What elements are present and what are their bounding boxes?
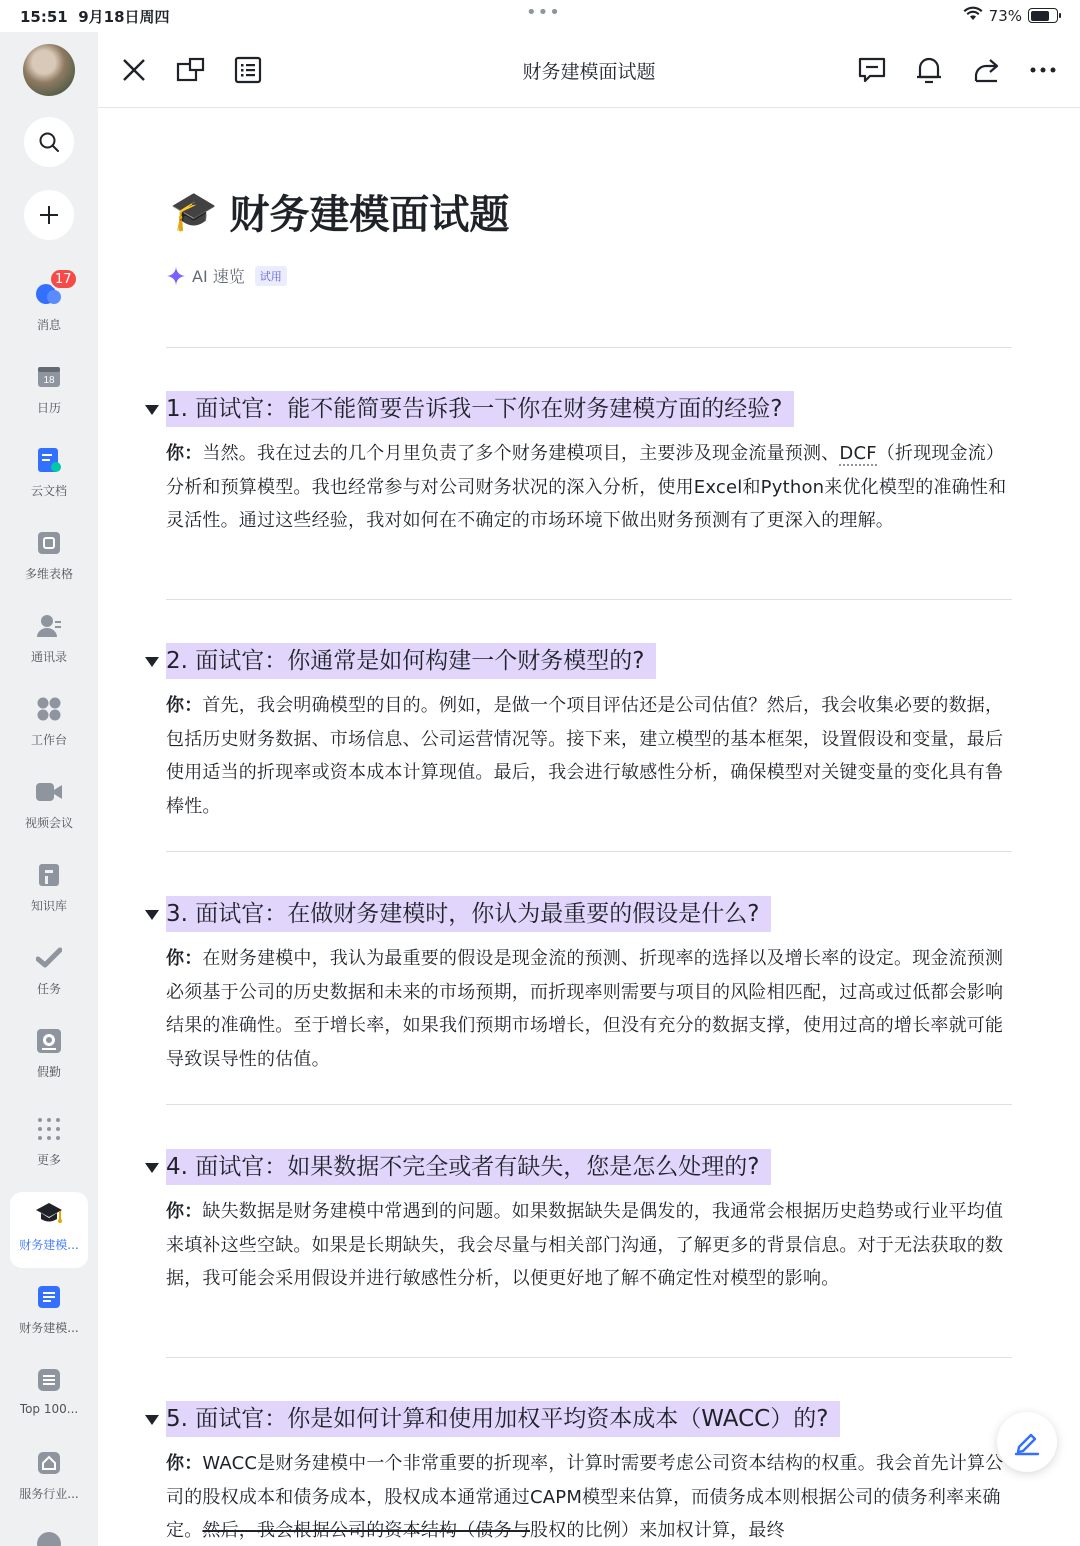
divider [166, 347, 1012, 348]
question-heading[interactable]: 1. 面试官：能不能简要告诉我一下你在财务建模方面的经验? [166, 391, 794, 427]
sidebar-item-attendance[interactable]: 假勤 [0, 1019, 98, 1095]
sparkle-icon [166, 266, 186, 286]
video-icon [35, 778, 63, 806]
caret-down-icon [145, 1415, 159, 1425]
sidebar-item-top100[interactable]: Top 100... [0, 1358, 98, 1434]
question-heading[interactable]: 2. 面试官：你通常是如何构建一个财务模型的? [166, 643, 656, 679]
wiki-icon [35, 861, 63, 889]
sidebar-item-bitable[interactable]: 多维表格 [0, 521, 98, 597]
wifi-icon [963, 6, 983, 25]
sidebar-item-docs[interactable]: 云文档 [0, 438, 98, 514]
collapse-toggle[interactable] [138, 1401, 166, 1425]
more-grid-icon [35, 1115, 63, 1143]
cloud-doc-icon [35, 446, 63, 474]
battery-icon [1028, 8, 1058, 23]
divider [166, 851, 1012, 852]
status-bar [0, 0, 1080, 32]
question-heading[interactable]: 3. 面试官：在做财务建模时，你认为最重要的假设是什么? [166, 896, 771, 932]
collapse-toggle[interactable] [138, 391, 166, 415]
dcf-term[interactable]: DCF [839, 443, 877, 464]
sidebar-item-video[interactable]: 视频会议 [0, 770, 98, 846]
answer-text[interactable]: 你：首先，我会明确模型的目的。例如，是做一个项目评估还是公司估值？然后，我会收集必要的数据，包括历史财务数据、市场信息、公司运营情况等。接下来，建立模型的基本框架，设置假设和变量，最后使用适当的折现率或资本成本计算现值。最后，我会进行敏感性分析，确保模型对关键变量的变化具有鲁棒性。 [166, 695, 1004, 817]
graduation-cap-emoji-icon: 🎓 [170, 189, 218, 233]
question-block-1 [138, 391, 1018, 538]
doc-toolbar [98, 32, 1080, 108]
search-icon [37, 130, 61, 154]
collapse-toggle[interactable] [138, 643, 166, 667]
attendance-icon [35, 1027, 63, 1055]
question-block-3 [138, 896, 1018, 1076]
plus-icon [37, 203, 61, 227]
divider [166, 599, 1012, 600]
toolbar-doc-title: 财务建模面试题 [522, 61, 656, 83]
collapse-toggle[interactable] [138, 1149, 166, 1173]
sidebar [0, 32, 98, 1546]
sidebar-item-more[interactable]: 更多 [0, 1107, 98, 1183]
divider [166, 1357, 1012, 1358]
share-icon [972, 56, 1000, 84]
service-icon [35, 1449, 63, 1477]
caret-down-icon [145, 1163, 159, 1173]
comment-button[interactable] [856, 54, 888, 86]
strikethrough-text: 然后，我会根据公司的资本结构（债务与 [202, 1520, 531, 1542]
sidebar-item-service[interactable]: 服务行业... [0, 1441, 98, 1517]
question-heading[interactable]: 4. 面试官：如果数据不完全或者有缺失，您是怎么处理的? [166, 1149, 771, 1185]
add-button[interactable] [24, 190, 74, 240]
question-block-4 [138, 1149, 1018, 1296]
sidebar-item-workplace[interactable]: 工作台 [0, 687, 98, 763]
more-button[interactable] [1027, 54, 1059, 86]
caret-down-icon [145, 657, 159, 667]
doc-icon [35, 1283, 63, 1311]
share-button[interactable] [970, 54, 1002, 86]
question-block-2 [138, 643, 1018, 823]
sidebar-item-wiki[interactable]: 知识库 [0, 853, 98, 929]
answer-text[interactable]: 你：WACC是财务建模中一个非常重要的折现率，计算时需要考虑公司资本结构的权重。我会首先计算公司的股权成本和债务成本，股权成本通常通过CAPM模型来估算，而债务成本则根据公司的债务利率来确定。然后，我会根据公司的资本结构（债务与股权的比例）来加权计算，最终 [166, 1453, 1004, 1542]
question-heading[interactable]: 5. 面试官：你是如何计算和使用加权平均资本成本（WACC）的? [166, 1401, 840, 1437]
bell-icon [915, 55, 943, 85]
svg-text:18: 18 [43, 375, 55, 386]
sidebar-overflow-icon[interactable] [37, 1532, 61, 1546]
calendar-icon [35, 363, 63, 391]
caret-down-icon [145, 910, 159, 920]
workplace-icon [35, 695, 63, 723]
multitask-dots-icon[interactable]: ••• [526, 2, 561, 23]
more-horizontal-icon [1029, 66, 1057, 74]
collapse-toggle[interactable] [138, 896, 166, 920]
graduation-cap-icon [35, 1200, 63, 1228]
caret-down-icon [145, 405, 159, 415]
answer-text[interactable]: 你：当然。我在过去的几个月里负责了多个财务建模项目，主要涉及现金流量预测、DCF（折现现金流）分析和预算模型。我也经常参与对公司财务状况的深入分析，使用Excel和Python来优化模型的准确性和灵活性。通过这些经验，我对如何在不确定的市场环境下做出财务预测有了更深入的理解。 [166, 443, 1007, 532]
divider [166, 1104, 1012, 1105]
ai-summary-button[interactable]: AI 速览 试用 [166, 264, 287, 287]
list-doc-icon [35, 1366, 63, 1394]
message-badge: 17 [49, 268, 78, 290]
sidebar-item-finance-modeling-doc[interactable]: 财务建模... [0, 1275, 98, 1351]
sidebar-item-tasks[interactable]: 任务 [0, 936, 98, 1012]
contacts-icon [35, 612, 63, 640]
answer-text[interactable]: 你：缺失数据是财务建模中常遇到的问题。如果数据缺失是偶发的，我通常会根据历史趋势或行业平均值来填补这些空缺。如果是长期缺失，我会尽量与相关部门沟通，了解更多的背景信息。对于无法获取的数据，我可能会采用假设并进行敏感性分析，以便更好地了解不确定性对模型的影响。 [166, 1201, 1004, 1290]
sidebar-item-messages[interactable]: 17 消息 [0, 272, 98, 348]
sidebar-item-contacts[interactable]: 通讯录 [0, 604, 98, 680]
page-title: 🎓 财务建模面试题 [170, 189, 510, 238]
notification-button[interactable] [913, 54, 945, 86]
trial-tag: 试用 [255, 266, 287, 286]
sidebar-item-finance-modeling-active[interactable]: 财务建模... [10, 1192, 88, 1268]
task-icon [35, 944, 63, 972]
status-time: 15:51 9月18日周四 [20, 8, 170, 26]
bitable-icon [35, 529, 63, 557]
search-button[interactable] [24, 117, 74, 167]
pencil-edit-icon [1013, 1428, 1041, 1456]
document-body [98, 109, 1080, 1546]
avatar[interactable] [23, 44, 75, 96]
edit-button[interactable] [997, 1412, 1057, 1472]
battery-percent: 73% [988, 6, 1022, 25]
sidebar-item-calendar[interactable]: 18 日历 [0, 355, 98, 431]
comment-icon [858, 56, 886, 84]
question-block-5 [138, 1401, 1018, 1546]
answer-text[interactable]: 你：在财务建模中，我认为最重要的假设是现金流的预测、折现率的选择以及增长率的设定。现金流预测必须基于公司的历史数据和未来的市场预期，而折现率则需要与项目的风险相匹配，过高或过低都会影响结果的准确性。至于增长率，如果我们预期市场增长，但没有充分的数据支撑，使用过高的增长率就可能导致误导性的估值。 [166, 948, 1004, 1070]
